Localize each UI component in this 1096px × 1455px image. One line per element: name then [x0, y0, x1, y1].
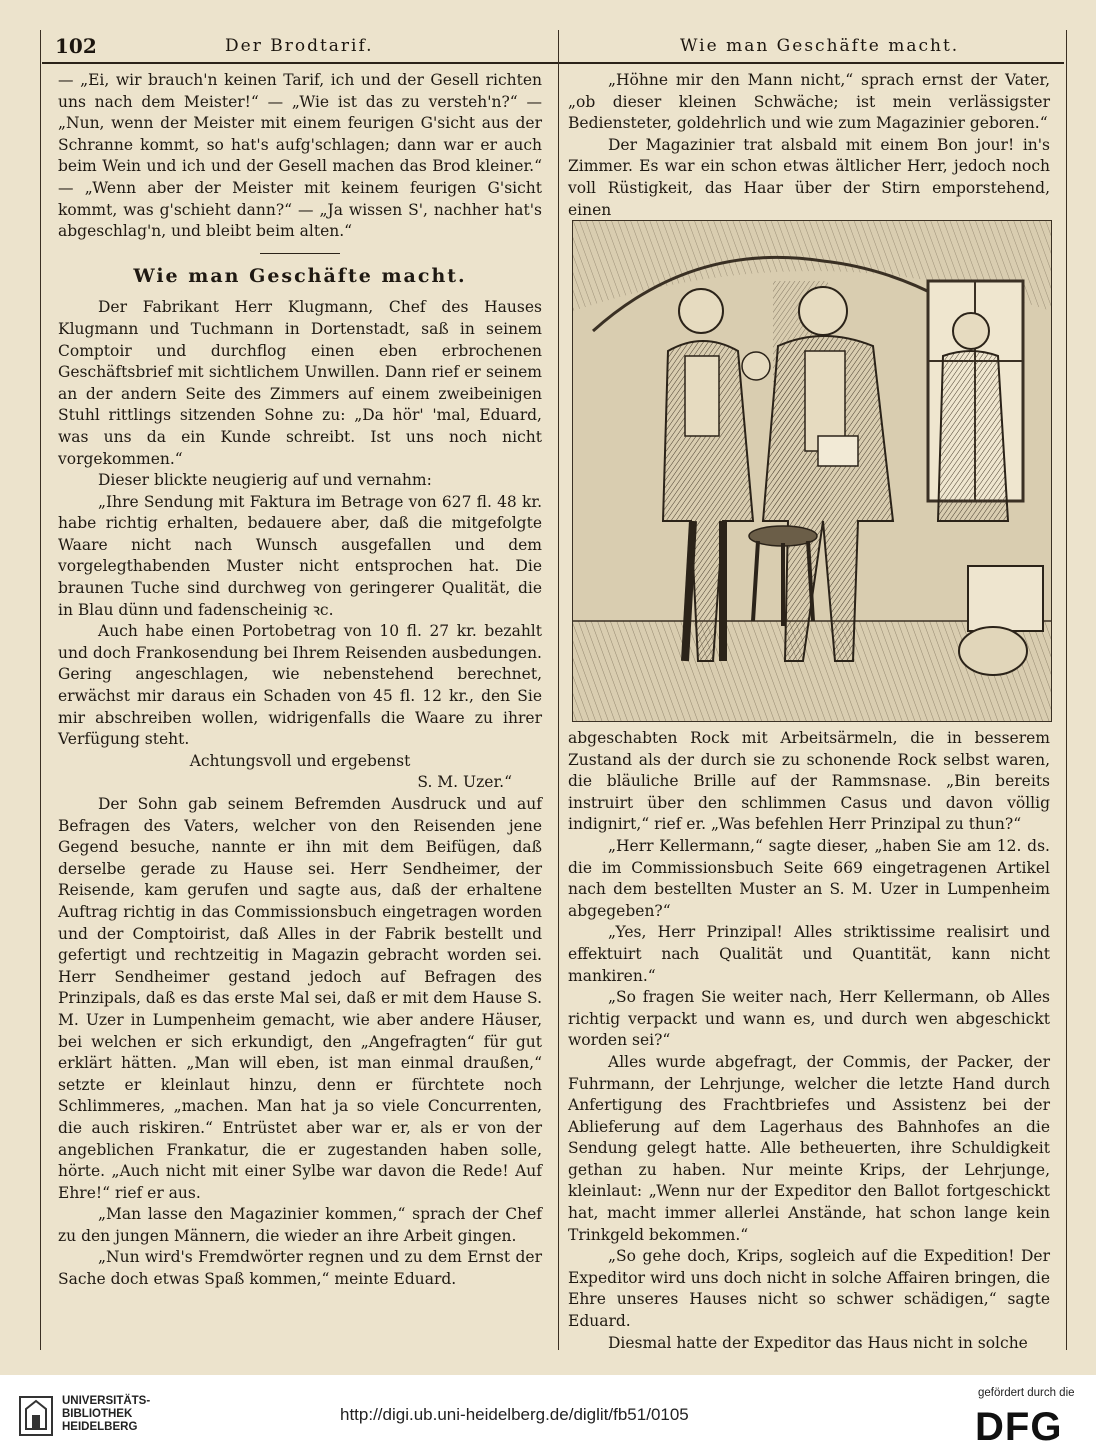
- dfg-logo: DFG: [975, 1405, 1063, 1449]
- paragraph: „Herr Kellermann,“ sagte dieser, „haben Sie am 12. ds. die im Commissionsbuch Seite 669 eingetragenen Artikel nach dem bestellten Muster an S. M. Uzer in Lumpenheim abgegeben?“: [568, 836, 1050, 920]
- viewer-footer: [0, 1375, 1096, 1455]
- paragraph: „Man lasse den Magazinier kommen,“ sprach der Chef zu den jungen Männern, die wieder an ihre Arbeit gingen.: [58, 1205, 542, 1245]
- permalink-url[interactable]: http://digi.ub.uni-heidelberg.de/diglit/fb51/0105: [340, 1405, 689, 1424]
- engraving-illustration: [572, 220, 1052, 722]
- right-column-top: [568, 70, 1050, 221]
- paragraph: „So gehe doch, Krips, sogleich auf die Expedition! Der Expeditor wird uns doch nicht in solche Affairen bringen, die Ehre unseres Hauses nicht so schwer schädigen,“ sagte Eduard.: [568, 1247, 1050, 1331]
- funding-note: gefördert durch die: [978, 1387, 1075, 1399]
- paragraph: „So fragen Sie weiter nach, Herr Kellermann, ob Alles richtig verpackt und wann es, und durch wen abgeschickt worden sei?“: [568, 988, 1050, 1050]
- running-title-right: Wie man Geschäfte macht.: [680, 36, 960, 56]
- letter-paragraph: Auch habe einen Portobetrag von 10 fl. 27 kr. bezahlt und doch Frankosendung bei Ihrem Reisenden ausbedungen. Gering angeschlagen, wie nebenstehend berechnet, erwächst mir daraus ein Schaden von 45 fl. 12 kr., den Sie mir abschreiben wollen, widrigenfalls die Waare zu ihrer Verfügung steht.: [58, 622, 542, 749]
- paragraph: Diesmal hatte der Expeditor das Haus nicht in solche: [608, 1333, 1028, 1352]
- library-line: BIBLIOTHEK: [62, 1408, 133, 1420]
- right-column-bottom: [568, 728, 1050, 1354]
- paragraph: Dieser blickte neugierig auf und vernahm:: [98, 471, 432, 490]
- paragraph: Der Fabrikant Herr Klugmann, Chef des Hauses Klugmann und Tuchmann in Dortenstadt, saß in seinem Comptoir und durchflog einen eben erbrochenen Geschäftsbrief mit sichtlichem Unwillen. Dann rief er seinem an der andern Seite des Zimmers auf einem zweibeinigen Stuhl rittlings sitzenden Sohne zu: „Da hör' 'mal, Eduard, was uns da ein Kunde schreibt. Ist uns noch nicht vorgekommen.“: [58, 298, 542, 468]
- paragraph: abgeschabten Rock mit Arbeitsärmeln, die in besserem Zustand als der durch sie zu schonende Rock selbst waren, die bläuliche Brille auf der Rammsnase. „Bin bereits instruirt über den schlimmen Casus und davon völlig indignirt,“ rief er. „Was befehlen Herr Prinzipal zu thun?“: [568, 729, 1050, 834]
- letter-signature: S. M. Uzer.“: [417, 773, 512, 792]
- column-divider: [558, 30, 559, 1350]
- page-number: 102: [55, 34, 97, 58]
- section-separator: [260, 253, 340, 254]
- library-line: UNIVERSITÄTS-: [62, 1395, 151, 1407]
- paragraph: Der Sohn gab seinem Befremden Ausdruck und auf Befragen des Vaters, welcher von den Reisenden jene Gegend besuche, nannte er ihn mit dem Beifügen, daß derselbe gerade zu Hause sei. Herr Sendheimer, der Reisende, kam gerufen und sagte aus, daß der erhaltene Auftrag richtig in das Commissionsbuch eingetragen worden und der Comptoirist, daß Alles in der Fabrik bestellt und gefertigt und rechtzeitig in Magazin gebracht worden sei. Herr Sendheimer gestand jedoch auf Befragen des Prinzipals, daß es das erste Mal sei, daß er mit dem Hause S. M. Uzer in Lumpenheim gemacht, wie aber andere Häuser, bei welchen er sich erkundigt, den „Angefragten“ für gut erklärt hätten. „Man will eben, ist man einmal draußen,“ setzte er kleinlaut hinzu, denn er fürchtete noch Schlimmeres, „machen. Man hat ja so viele Concurrenten, die auch riskiren.“ Entrüstet aber war er, als er von der angeblichen Frankatur, die er zugestanden haben solle, hörte. „Auch nicht mit einer Sylbe war davon die Rede! Auf Ehre!“ rief er aus.: [58, 795, 542, 1202]
- paragraph: — „Ei, wir brauch'n keinen Tarif, ich und der Gesell richten uns nach dem Meister!“ — „Wie ist das zu versteh'n?“ — „Nun, wenn der Meister mit einem feurigen G'sicht aus der Schranne kommt, so hat's aufg'schlagen; dann war er auch beim Wein und ich und der Gesell machen das Brod kleiner.“ — „Wenn aber der Meister mit keinem feurigen G'sicht kommt, was g'schieht dann?“ — „Ja wissen S', nachher hat's abgeschlag'n, und bleibt beim alten.“: [58, 71, 542, 241]
- engraving-scene: [573, 221, 1051, 721]
- paragraph: Der Magazinier trat alsbald mit einem Bon jour! in's Zimmer. Es war ein schon etwas ältlicher Herr, jedoch noch voll Rüstigkeit, das Haar über der Stirn emporstehend, einen: [568, 135, 1050, 219]
- paragraph: Alles wurde abgefragt, der Commis, der Packer, der Fuhrmann, der Lehrjunge, welcher die letzte Hand durch Anfertigung des Frachtbriefes und Assistenz bei der Ablieferung auf dem Lagerhaus des Bahnhofes an die Sendung gelegt hatte. Alle betheuerten, ihre Schuldigkeit gethan zu haben. Nur meinte Krips, der Lehrjunge, kleinlaut: „Wenn nur der Expeditor den Ballot fortgeschickt hat, macht immer allerlei Anstände, hat schon lange kein Trinkgeld bekommen.“: [568, 1052, 1050, 1244]
- paragraph: „Nun wird's Fremdwörter regnen und zu dem Ernst der Sache doch etwas Spaß kommen,“ meinte Eduard.: [58, 1248, 542, 1289]
- running-title-left: Der Brodtarif.: [225, 36, 374, 56]
- article-heading: Wie man Geschäfte macht.: [133, 264, 467, 287]
- letter-paragraph: „Ihre Sendung mit Faktura im Betrage von 627 fl. 48 kr. habe richtig erhalten, bedauere aber, daß die mitgefolgte Waare nicht nach Wunsch ausgefallen und dem vorgelegthabenden Muster nicht entsprochen hat. Die braunen Tuche sind durchweg von geringerer Qualität, die in Blau dünn und fadenscheinig ꝛc.: [58, 492, 542, 619]
- library-name: [62, 1395, 150, 1434]
- university-seal-icon: [18, 1395, 54, 1437]
- paragraph: „Yes, Herr Prinzipal! Alles striktissime realisirt und effektuirt nach Qualität und Quantität, kann nicht mankiren.“: [568, 923, 1050, 985]
- letter-closing: Achtungsvoll und ergebenst: [189, 751, 411, 770]
- left-column: [58, 70, 542, 1291]
- header-rule: [42, 62, 1064, 64]
- library-line: HEIDELBERG: [62, 1421, 138, 1433]
- paragraph: „Höhne mir den Mann nicht,“ sprach ernst der Vater, „ob dieser kleinen Schwäche; ist mein verlässigster Bediensteter, goldehrlich und wie zum Magazinier geboren.“: [568, 71, 1050, 133]
